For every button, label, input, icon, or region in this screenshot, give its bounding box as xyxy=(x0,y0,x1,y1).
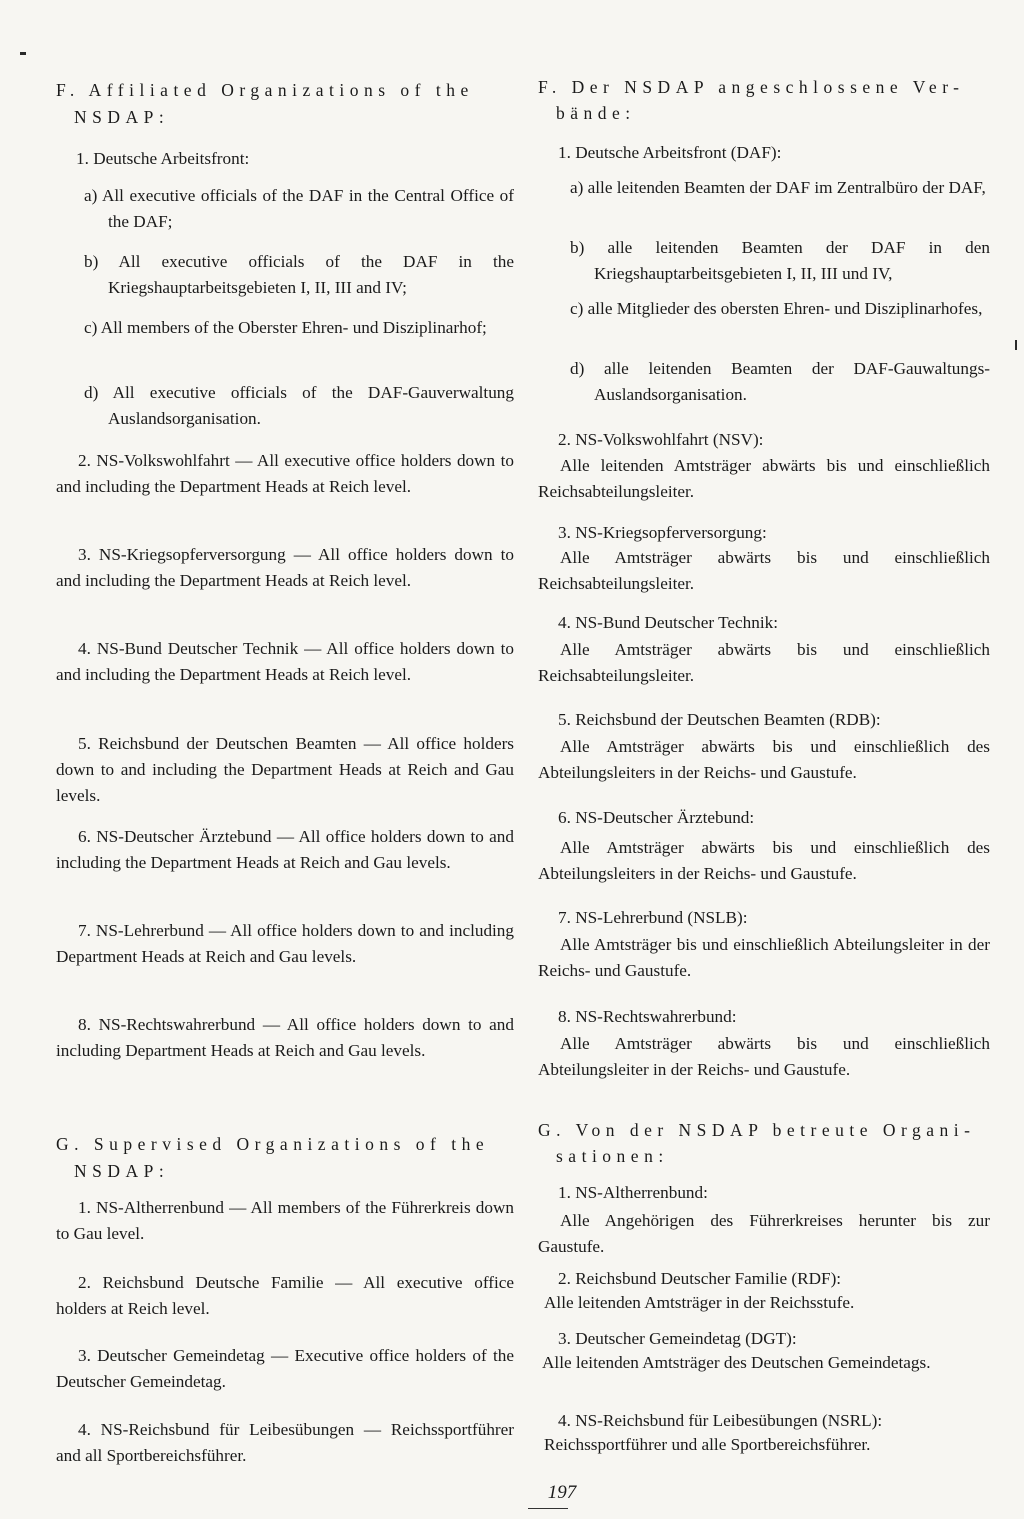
punkt-g1: Alle Angehörigen des Führerkreises herunter bis zur Gaustufe. xyxy=(538,1211,990,1256)
abschnitt-f-heading: F. Der NSDAP angeschlossene Ver- xyxy=(538,77,965,97)
punkt-g1-title: 1. NS-Altherrenbund: xyxy=(558,1183,708,1202)
punkt-f3: Alle Amtsträger abwärts bis und einschließlich Reichsabteilungsleiter. xyxy=(538,548,990,593)
punkt-f1a: a) alle leitenden Beamten der DAF im Zentralbüro der DAF, xyxy=(570,178,986,197)
abschnitt-g-heading: G. Von der NSDAP betreute Organi- xyxy=(538,1120,976,1140)
page-number: 197 xyxy=(547,1482,577,1503)
item-g3: 3. Deutscher Gemeindetag — Executive office holders of the Deutscher Gemeindetag. xyxy=(56,1346,514,1391)
item-f1c: c) All members of the Oberster Ehren- und Disziplinarhof; xyxy=(84,318,487,337)
item-f3: 3. NS-Kriegsopferversorgung — All office holders down to and including the Department Heads at Reich level. xyxy=(56,545,514,590)
item-g2: 2. Reichsbund Deutsche Familie — All executive office holders at Reich level. xyxy=(56,1273,514,1318)
item-f6: 6. NS-Deutscher Ärztebund — All office holders down to and including the Department Heads at Reich and Gau levels. xyxy=(56,827,514,872)
punkt-f4: Alle Amtsträger abwärts bis und einschließlich Reichsabteilungsleiter. xyxy=(538,640,990,685)
item-f1a: a) All executive officials of the DAF in the Central Office of the DAF; xyxy=(84,186,514,231)
item-g1: 1. NS-Altherrenbund — All members of the Führerkreis down to Gau level. xyxy=(56,1198,514,1243)
punkt-g4: Reichssportführer und alle Sportbereichsführer. xyxy=(544,1435,871,1454)
punkt-f5: Alle Amtsträger abwärts bis und einschließlich des Abteilungsleiters in der Reichs- und Gaustufe. xyxy=(538,737,990,782)
punkt-f8: Alle Amtsträger abwärts bis und einschließlich Abteilungsleiter in der Reichs- und Gaustufe. xyxy=(538,1034,990,1079)
item-f5: 5. Reichsbund der Deutschen Beamten — All office holders down to and including the Department Heads at Reich and Gau levels. xyxy=(56,734,514,805)
punkt-f5-title: 5. Reichsbund der Deutschen Beamten (RDB): xyxy=(558,710,881,729)
punkt-f1-title: 1. Deutsche Arbeitsfront (DAF): xyxy=(558,143,782,162)
item-f1-title: 1. Deutsche Arbeitsfront: xyxy=(76,149,250,168)
item-f8: 8. NS-Rechtswahrerbund — All office holders down to and including Department Heads at Reich and Gau levels. xyxy=(56,1015,514,1060)
punkt-f8-title: 8. NS-Rechtswahrerbund: xyxy=(558,1007,737,1026)
item-g4: 4. NS-Reichsbund für Leibesübungen — Reichssportführer and all Sportbereichsführer. xyxy=(56,1420,514,1465)
punkt-f6: Alle Amtsträger abwärts bis und einschließlich des Abteilungsleiters in der Reichs- und Gaustufe. xyxy=(538,838,990,883)
punkt-f7-title: 7. NS-Lehrerbund (NSLB): xyxy=(558,908,748,927)
item-f7: 7. NS-Lehrerbund — All office holders down to and including Department Heads at Reich and Gau levels. xyxy=(56,921,514,966)
punkt-f1c: c) alle Mitglieder des obersten Ehren- und Disziplinarhofes, xyxy=(570,299,983,318)
section-g-heading: G. Supervised Organizations of the xyxy=(56,1134,490,1154)
item-f1b: b) All executive officials of the DAF in the Kriegshauptarbeitsgebieten I, II, III and IV; xyxy=(84,252,514,297)
section-f-heading-cont: NSDAP: xyxy=(74,107,170,127)
punkt-f7: Alle Amtsträger bis und einschließlich Abteilungsleiter in der Reichs- und Gaustufe. xyxy=(538,935,990,980)
punkt-g2-title: 2. Reichsbund Deutscher Familie (RDF): xyxy=(558,1269,842,1288)
punkt-f2-title: 2. NS-Volkswohlfahrt (NSV): xyxy=(558,430,764,449)
punkt-f1d: d) alle leitenden Beamten der DAF-Gauwaltungs-Auslandsorganisation. xyxy=(570,359,990,404)
punkt-g3-title: 3. Deutscher Gemeindetag (DGT): xyxy=(558,1329,797,1348)
item-f4: 4. NS-Bund Deutscher Technik — All office holders down to and including the Department Heads at Reich level. xyxy=(56,639,514,684)
page-number-underline xyxy=(528,1508,568,1509)
section-g-heading-cont: NSDAP: xyxy=(74,1161,170,1181)
punkt-f2: Alle leitenden Amtsträger abwärts bis und einschließlich Reichsabteilungsleiter. xyxy=(538,456,990,501)
punkt-f6-title: 6. NS-Deutscher Ärztebund: xyxy=(558,808,755,827)
scan-speck xyxy=(20,52,26,55)
abschnitt-f-heading-cont: bände: xyxy=(556,103,636,123)
punkt-f1b: b) alle leitenden Beamten der DAF in den Kriegshauptarbeitsgebieten I, II, III und IV, xyxy=(570,238,990,283)
punkt-f3-title: 3. NS-Kriegsopferversorgung: xyxy=(558,523,767,542)
item-f1d: d) All executive officials of the DAF-Gauverwaltung Auslandsorganisation. xyxy=(84,383,514,428)
scan-speck xyxy=(1015,340,1017,350)
punkt-g4-title: 4. NS-Reichsbund für Leibesübungen (NSRL): xyxy=(558,1411,883,1430)
abschnitt-g-heading-cont: sationen: xyxy=(556,1146,669,1166)
punkt-g2: Alle leitenden Amtsträger in der Reichsstufe. xyxy=(544,1293,855,1312)
punkt-f4-title: 4. NS-Bund Deutscher Technik: xyxy=(558,613,778,632)
item-f2: 2. NS-Volkswohlfahrt — All executive office holders down to and including the Department Heads at Reich level. xyxy=(56,451,514,496)
section-f-heading: F. Affiliated Organizations of the xyxy=(56,80,474,100)
punkt-g3: Alle leitenden Amtsträger des Deutschen Gemeindetags. xyxy=(542,1353,931,1372)
